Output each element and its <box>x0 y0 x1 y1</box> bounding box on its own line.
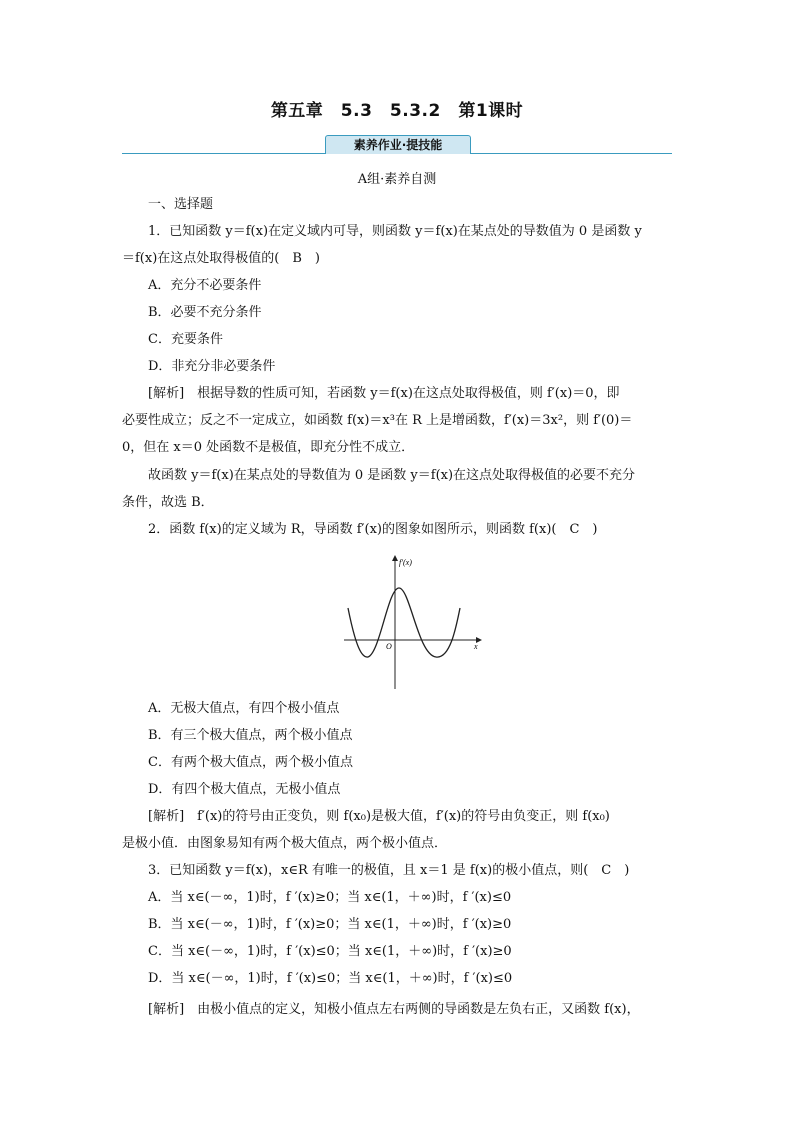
q2-option: C．有两个极大值点，两个极小值点 <box>148 755 353 770</box>
section-heading: 一、选择题 <box>148 197 214 212</box>
q2-option: A．无极大值点，有四个极小值点 <box>148 701 340 716</box>
q1-analysis-line: 0，但在 x＝0 处函数不是极值，即充分性不成立． <box>122 440 415 455</box>
q1-analysis-line: 条件，故选 B． <box>122 495 214 510</box>
q1-option: A．充分不必要条件 <box>148 278 262 293</box>
q1-analysis-line: [解析] 根据导数的性质可知，若函数 y＝f(x)在这点处取得极值，则 f′(x)＝0，即 <box>148 386 620 401</box>
q1-analysis-line: 必要性成立；反之不一定成立，如函数 f(x)＝x³在 R 上是增函数，f′(x)＝3x²，则 f′(0)＝ <box>122 413 633 428</box>
q2-analysis-line: [解析] f′(x)的符号由正变负，则 f(x₀)是极大值，f′(x)的符号由负变正，则 f(x₀) <box>148 809 610 824</box>
q2-analysis-line: 是极小值．由图象易知有两个极大值点，两个极小值点． <box>122 836 448 851</box>
q2-option: B．有三个极大值点，两个极小值点 <box>148 728 353 743</box>
q1-option: C．充要条件 <box>148 332 223 347</box>
page-title: 第五章 5.3 5.3.2 第1课时 <box>270 101 524 121</box>
q1-stem-line1: 1．已知函数 y＝f(x)在定义域内可导，则函数 y＝f(x)在某点处的导数值为 0 是函数 y <box>148 224 642 239</box>
q3-option: A．当 x∈(－∞，1)时，f ′(x)≥0；当 x∈(1，＋∞)时，f ′(x)≤0 <box>148 890 512 905</box>
y-axis-arrow <box>392 555 398 561</box>
q2-option: D．有四个极大值点，无极小值点 <box>148 782 341 797</box>
derivative-graph <box>344 553 484 691</box>
q1-option: D．非充分非必要条件 <box>148 359 276 374</box>
derivative-curve <box>348 588 460 657</box>
q3-analysis-line: [解析] 由极小值点的定义，知极小值点左右两侧的导函数是左负右正，又函数 f(x)， <box>148 1002 640 1017</box>
q2-stem: 2．函数 f(x)的定义域为 R，导函数 f′(x)的图象如图所示，则函数 f(x)( C ) <box>148 522 598 537</box>
group-heading: A组·素养自测 <box>357 172 437 187</box>
q3-option: D．当 x∈(－∞，1)时，f ′(x)≤0；当 x∈(1，＋∞)时，f ′(x)≤0 <box>148 971 513 986</box>
q3-option: C．当 x∈(－∞，1)时，f ′(x)≤0；当 x∈(1，＋∞)时，f ′(x)≥0 <box>148 944 512 959</box>
q3-option: B．当 x∈(－∞，1)时，f ′(x)≥0；当 x∈(1，＋∞)时，f ′(x)≥0 <box>148 917 512 932</box>
banner-label: 素养作业·提技能 <box>325 135 471 154</box>
x-axis-label: x <box>474 642 478 651</box>
origin-label: O <box>386 642 392 651</box>
q1-option: B．必要不充分条件 <box>148 305 262 320</box>
q1-stem-line2: ＝f(x)在这点处取得极值的( B ) <box>122 251 320 266</box>
q3-stem: 3．已知函数 y＝f(x)，x∈R 有唯一的极值，且 x＝1 是 f(x)的极小值点，则( C ) <box>148 863 630 878</box>
section-banner <box>122 134 672 156</box>
q1-analysis-line: 故函数 y＝f(x)在某点处的导数值为 0 是函数 y＝f(x)在这点处取得极值的必要不充分 <box>148 468 636 483</box>
y-axis-label: f′(x) <box>399 558 412 567</box>
